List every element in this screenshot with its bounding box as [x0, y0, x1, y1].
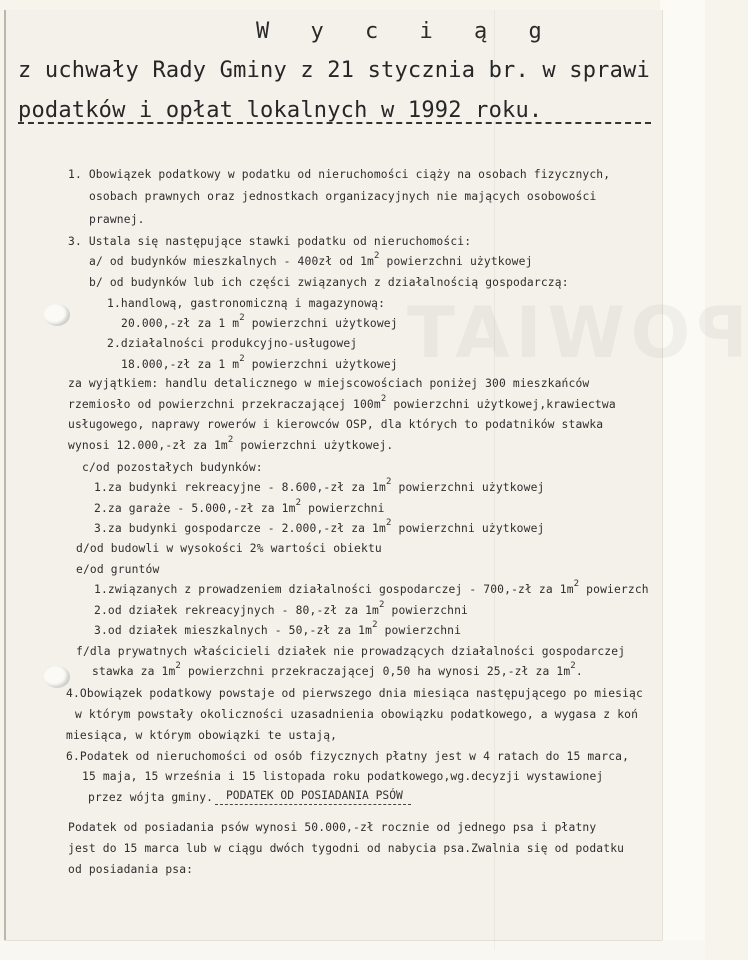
- rate-item-e1: [94, 579, 649, 596]
- exception-text: powierzchni użytkowej,krawiectwa: [386, 398, 616, 411]
- rate-item-b2-value: [121, 354, 398, 371]
- rate-text: .: [575, 665, 583, 678]
- exception-text: rzemiosło od powierzchni przekraczającej 100m: [68, 398, 381, 411]
- rate-item-f: f/dla prywatnych właścicieli działek nie prowadzących działalności gospodarczej: [76, 645, 626, 658]
- rate-item-a-text: powierzchni użytkowej: [379, 255, 533, 268]
- rate-item-b: b/ od budynków lub ich części związanych z działalnością gospodarczą:: [89, 276, 569, 289]
- paragraph-4-line: w którym powstały okoliczności uzasadnienia obowiązku podatkowego, a wygasa z koń: [75, 708, 639, 721]
- rate-item-f-value: [92, 661, 583, 678]
- rate-item-e2: [94, 600, 469, 617]
- superscript: 2: [379, 600, 385, 610]
- paragraph-6-line: przez wójta gminy.: [88, 791, 214, 804]
- rate-text: powierzchni: [384, 604, 469, 617]
- document-subtitle-line-2: podatków i opłat lokalnych w 1992 roku.: [18, 98, 543, 123]
- rate-text: stawka za 1m: [92, 665, 176, 678]
- rate-item-b1: 1.handlową, gastronomiczną i magazynową:: [107, 297, 386, 310]
- rate-item-b2: 2.działalności produkcyjno-usługowej: [107, 337, 358, 350]
- exception-line: [68, 435, 394, 452]
- rate-text: powierzchni: [301, 502, 385, 515]
- rate-item-c1: [94, 477, 545, 494]
- dog-tax-line: jest do 15 marca lub w ciągu dwóch tygodni od nabycia psa.Zwalnia się od podatku: [68, 842, 625, 855]
- exception-line: usługowego, naprawy rowerów i kierowców OSP, dla których to podatników stawka: [68, 418, 604, 431]
- dog-tax-line: Podatek od posiadania psów wynosi 50.000,-zł rocznie od jednego psa i płatny: [68, 821, 597, 834]
- superscript: 2: [239, 354, 245, 364]
- rate-text: powierzchni użytkowej: [244, 358, 398, 371]
- right-margin-background: [660, 0, 705, 960]
- rate-item-e: e/od gruntów: [76, 563, 160, 576]
- rate-text: powierzchni użytkowej: [391, 481, 545, 494]
- superscript: 2: [385, 518, 392, 528]
- exception-text: powierzchni użytkowej.: [233, 439, 394, 452]
- punch-hole-icon: [44, 666, 70, 688]
- title-underline: [18, 122, 651, 124]
- rate-text: 20.000,-zł za 1 m: [121, 317, 240, 330]
- rate-text: powierzch: [579, 583, 649, 596]
- rate-item-b1-value: [121, 313, 398, 330]
- paragraph-6-line: 6.Podatek od nieruchomości od osób fizycznych płatny jest w 4 ratach do 15 marca,: [66, 750, 630, 763]
- document-subtitle-line-1: z uchwały Rady Gminy z 21 stycznia br. w sprawi: [18, 58, 650, 83]
- paragraph-1-line: prawnej.: [89, 213, 145, 226]
- rate-item-a-text: a/ od budynków mieszkalnych - 400zł od 1m: [89, 255, 375, 268]
- rate-text: 2.za garaże - 5.000,-zł za 1m: [94, 502, 296, 515]
- rate-text: powierzchni użytkowej: [391, 522, 545, 535]
- paragraph-3-heading: 3. Ustala się następujące stawki podatku od nieruchomości:: [68, 235, 472, 248]
- rate-text: 18.000,-zł za 1 m: [121, 358, 240, 371]
- rate-item-c: c/od pozostałych budynków:: [82, 461, 263, 474]
- punch-hole-icon: [44, 304, 70, 326]
- rate-item-a: [89, 251, 533, 268]
- exception-line: [68, 394, 616, 411]
- rate-item-c3: [94, 518, 545, 535]
- rate-text: powierzchni użytkowej: [244, 317, 398, 330]
- exception-text: wynosi 12.000,-zł za 1m: [68, 439, 228, 452]
- rate-text: 1.związanych z prowadzeniem działalności gospodarczej - 700,-zł za 1m: [94, 583, 574, 596]
- superscript: 2: [570, 661, 576, 671]
- superscript: 2: [175, 661, 181, 671]
- rate-text: powierzchni: [377, 624, 462, 637]
- paper-fold-crease: [494, 10, 495, 950]
- superscript: 2: [573, 579, 580, 589]
- dog-tax-heading: PODATEK OD POSIADANIA PSÓW: [226, 789, 403, 802]
- paragraph-4-line: miesiąca, w którym obowiązki te ustają,: [66, 729, 338, 742]
- superscript: 2: [372, 620, 378, 630]
- bleed-through-text: POWIAT: [401, 292, 748, 374]
- rate-text: 1.za budynki rekreacyjne - 8.600,-zł za 1m: [94, 481, 386, 494]
- dog-tax-line: od posiadania psa:: [68, 863, 194, 876]
- paragraph-1-line: osobach prawnych oraz jednostkach organizacyjnych nie mających osobowości: [89, 190, 597, 203]
- document-title: W y c i ą g: [256, 19, 556, 44]
- paragraph-4-line: 4.Obowiązek podatkowy powstaje od pierwszego dnia miesiąca następującego po miesiąc: [66, 687, 643, 700]
- paragraph-6-line: 15 maja, 15 września i 15 listopada roku podatkowego,wg.decyzji wystawionej: [82, 770, 604, 783]
- rate-item-e3: [94, 620, 462, 637]
- paragraph-1-line: 1. Obowiązek podatkowy w podatku od nieruchomości ciąży na osobach fizycznych,: [68, 168, 611, 181]
- bottom-margin-background: [0, 940, 705, 960]
- rate-text: 3.od działek mieszkalnych - 50,-zł za 1m: [94, 624, 373, 637]
- superscript: 2: [239, 313, 245, 323]
- superscript: 2: [385, 477, 392, 487]
- exception-line: za wyjątkiem: handlu detalicznego w miejscowościach poniżej 300 mieszkańców: [68, 377, 590, 390]
- superscript: 2: [374, 251, 380, 261]
- dog-tax-heading-underline: [215, 804, 411, 805]
- rate-text: powierzchni przekraczającej 0,50 ha wynosi 25,-zł za 1m: [181, 665, 571, 678]
- rate-text: 2.od działek rekreacyjnych - 80,-zł za 1m: [94, 604, 380, 617]
- superscript: 2: [227, 435, 234, 445]
- rate-item-c2: [94, 498, 385, 515]
- superscript: 2: [380, 394, 387, 404]
- superscript: 2: [295, 498, 302, 508]
- rate-text: 3.za budynki gospodarcze - 2.000,-zł za 1m: [94, 522, 386, 535]
- rate-item-d: d/od budowli w wysokości 2% wartości obiektu: [76, 542, 382, 555]
